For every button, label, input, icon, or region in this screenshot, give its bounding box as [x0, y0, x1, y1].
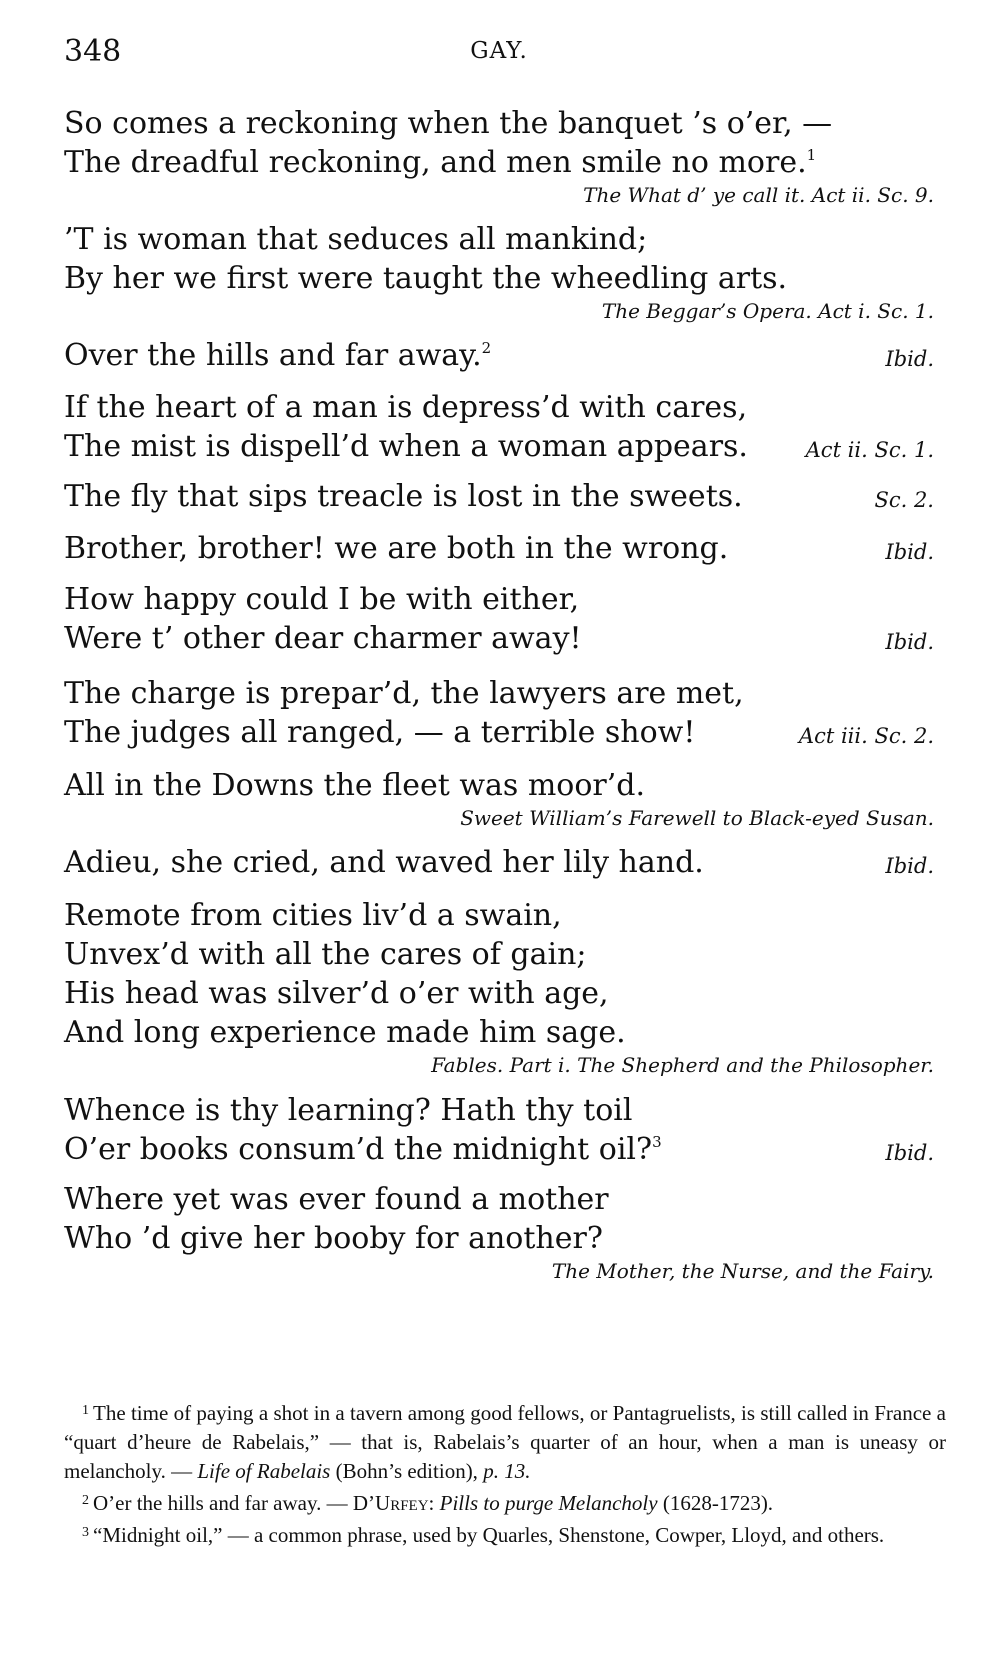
source-reference: Ibid. [885, 854, 934, 878]
verse-line: And long experience made him sage. [64, 1015, 626, 1050]
quotation-entry [64, 220, 934, 323]
verse-line: The mist is dispell’d when a woman appears. [64, 429, 748, 464]
source-reference: Act iii. Sc. 2. [798, 724, 934, 748]
footnotes [64, 1396, 946, 1550]
verse-line: Where yet was ever found a mother [64, 1182, 609, 1217]
verse-line: Whence is thy learning? Hath thy toil [64, 1093, 633, 1128]
footnote-mark: 1 [806, 146, 817, 164]
quotation-entry [64, 1180, 934, 1283]
quotation-entry [64, 580, 934, 658]
verse-line: Who ’d give her booby for another? [64, 1221, 603, 1256]
footnote-author: D’Urfey: [352, 1491, 435, 1515]
source-reference: Fables. Part i. The Shepherd and the Philosopher. [431, 1053, 934, 1077]
page-number: 348 [64, 34, 122, 69]
verse-line: All in the Downs the fleet was moor’d. [64, 768, 646, 803]
quotation-entry [64, 896, 934, 1077]
verse-line: Brother, brother! we are both in the wrong. [64, 531, 729, 566]
verse-line: The dreadful reckoning, and men smile no more.$^1$ [64, 145, 817, 180]
page-header [64, 34, 934, 74]
verse-line: By her we first were taught the wheedling arts. [64, 261, 788, 296]
footnote-1: $^1$ The time of paying a shot in a tavern among good fellows, or Pantagruelists, is still called in France a “quart d’heure de Rabelais,” — that is, Rabelais’s quarter of an hour, when a man is uneasy or melancholy. — Life of Rabelais (Bohn’s edition), p. 13. [64, 1401, 946, 1483]
source-reference: The Beggar’s Opera. Act i. Sc. 1. [601, 299, 934, 323]
verse-line: The fly that sips treacle is lost in the sweets. [64, 479, 743, 514]
quotation-entry [64, 674, 934, 752]
quotation-entry [64, 529, 934, 568]
footnote-source: Life of Rabelais [197, 1459, 331, 1483]
footnote-marker: 2 [82, 1493, 89, 1508]
verse-line: The judges all ranged, — a terrible show! [64, 715, 696, 750]
quotation-entry [64, 336, 934, 375]
verse-line: Over the hills and far away.$^2$ [64, 338, 492, 373]
source-reference: Ibid. [885, 347, 934, 371]
quotation-entry [64, 104, 934, 207]
source-reference: Sweet William’s Farewell to Black-eyed Susan. [460, 806, 934, 830]
footnote-3: $^3$ “Midnight oil,” — a common phrase, used by Quarles, Shenstone, Cowper, Lloyd, and others. [82, 1523, 885, 1547]
footnote-2: $^2$ O’er the hills and far away. — D’Urfey: Pills to purge Melancholy (1628-1723). [82, 1491, 774, 1515]
footnote-marker: 1 [82, 1403, 89, 1418]
verse-line: The charge is prepar’d, the lawyers are met, [64, 676, 744, 711]
source-reference: Ibid. [885, 1141, 934, 1165]
quotation-entry [64, 843, 934, 882]
source-reference: Sc. 2. [874, 488, 934, 512]
quotation-entry [64, 388, 934, 466]
source-reference: Act ii. Sc. 1. [805, 438, 934, 462]
quotation-entry [64, 477, 934, 516]
footnote-page: p. 13. [483, 1459, 531, 1483]
verse-line: ’T is woman that seduces all mankind; [64, 222, 648, 257]
source-reference: The What d’ ye call it. Act ii. Sc. 9. [583, 183, 934, 207]
verse-line: Remote from cities liv’d a swain, [64, 898, 562, 933]
quotation-entry [64, 766, 934, 830]
footnote-source: Pills to purge Melancholy [439, 1491, 658, 1515]
footnote-marker: 3 [82, 1525, 89, 1540]
quotation-entry [64, 1091, 934, 1169]
verse-line: So comes a reckoning when the banquet ’s o’er, — [64, 106, 833, 141]
source-reference: Ibid. [885, 630, 934, 654]
verse-line: O’er books consum’d the midnight oil?$^3$ [64, 1132, 662, 1167]
footnote-mark: 2 [481, 339, 492, 357]
footnote-mark: 3 [652, 1133, 662, 1151]
verse-line: His head was silver’d o’er with age, [64, 976, 609, 1011]
verse-line: Adieu, she cried, and waved her lily hand. [64, 845, 704, 880]
verse-line: Unvex’d with all the cares of gain; [64, 937, 587, 972]
verse-line: If the heart of a man is depress’d with cares, [64, 390, 748, 425]
source-reference: The Mother, the Nurse, and the Fairy. [551, 1259, 934, 1283]
verse-line: How happy could I be with either, [64, 582, 580, 617]
source-reference: Ibid. [885, 540, 934, 564]
verse-line: Were t’ other dear charmer away! [64, 621, 582, 656]
running-head: GAY. [470, 38, 528, 64]
